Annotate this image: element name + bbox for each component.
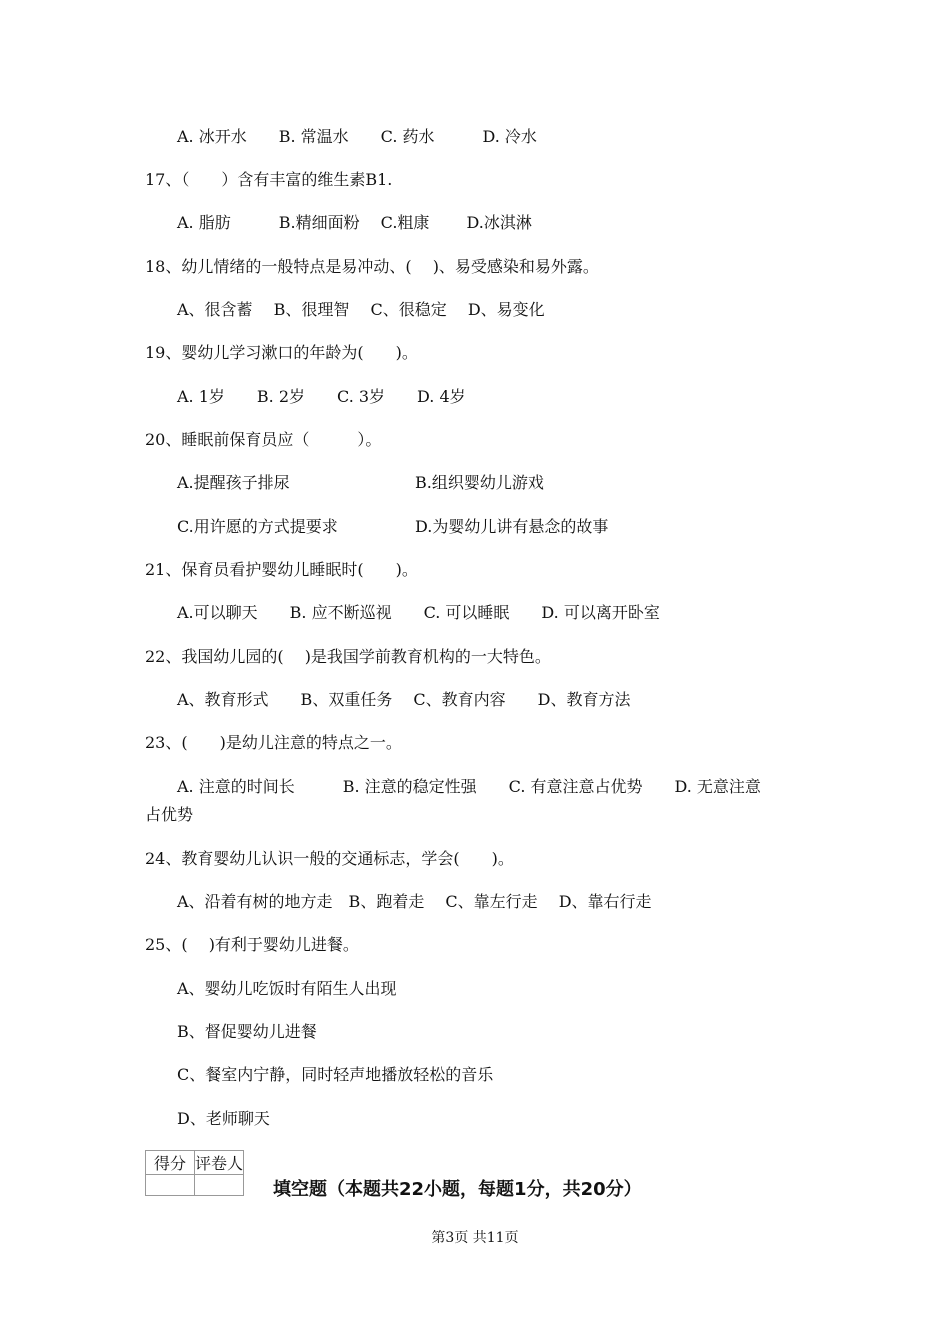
q19-options: A. 1岁 B. 2岁 C. 3岁 D. 4岁 [177,387,466,406]
score-table [145,1150,244,1196]
q25-stem: 25、( )有利于婴幼儿进餐。 [145,935,359,954]
q22-stem: 22、我国幼儿园的( )是我国学前教育机构的一大特色。 [145,647,551,666]
q25-option-a: A、婴幼儿吃饭时有陌生人出现 [177,979,397,998]
q23-options-continued: 占优势 [145,805,194,824]
q16-options: A. 冰开水 B. 常温水 C. 药水 D. 冷水 [177,127,537,146]
q19-stem: 19、婴幼儿学习漱口的年龄为( )。 [145,343,418,362]
q20-option-d: D.为婴幼儿讲有悬念的故事 [415,517,609,536]
section-title: 填空题（本题共22小题，每题1分，共20分） [273,1179,642,1200]
q25-option-b: B、督促婴幼儿进餐 [177,1022,317,1041]
q20-stem: 20、睡眠前保育员应（ ）。 [145,430,382,449]
score-header: 得分 [146,1151,195,1175]
q21-options: A.可以聊天 B. 应不断巡视 C. 可以睡眠 D. 可以离开卧室 [177,603,660,622]
score-cell[interactable] [146,1175,195,1196]
q18-options: A、很含蓄 B、很理智 C、很稳定 D、易变化 [177,300,545,319]
q23-options: A. 注意的时间长 B. 注意的稳定性强 C. 有意注意占优势 D. 无意注意 [177,777,761,796]
q20-option-b: B.组织婴幼儿游戏 [415,473,544,492]
q17-options: A. 脂肪 B.精细面粉 C.粗康 D.冰淇淋 [177,213,532,232]
q18-stem: 18、幼儿情绪的一般特点是易冲动、( )、易受感染和易外露。 [145,257,599,276]
q24-stem: 24、教育婴幼儿认识一般的交通标志，学会( )。 [145,849,514,868]
q21-stem: 21、保育员看护婴幼儿睡眠时( )。 [145,560,418,579]
grader-cell[interactable] [195,1175,244,1196]
q20-option-a: A.提醒孩子排尿 [177,473,290,492]
page-footer: 第3页 共11页 [431,1230,519,1246]
q25-option-c: C、餐室内宁静，同时轻声地播放轻松的音乐 [177,1065,494,1084]
q25-option-d: D、老师聊天 [177,1109,270,1128]
q22-options: A、教育形式 B、双重任务 C、教育内容 D、教育方法 [177,690,631,709]
q20-option-c: C.用许愿的方式提要求 [177,517,338,536]
q24-options: A、沿着有树的地方走 B、跑着走 C、靠左行走 D、靠右行走 [177,892,652,911]
q23-stem: 23、( )是幼儿注意的特点之一。 [145,733,402,752]
grader-header: 评卷人 [195,1151,244,1175]
q17-stem: 17、（ ）含有丰富的维生素B1. [145,170,393,189]
